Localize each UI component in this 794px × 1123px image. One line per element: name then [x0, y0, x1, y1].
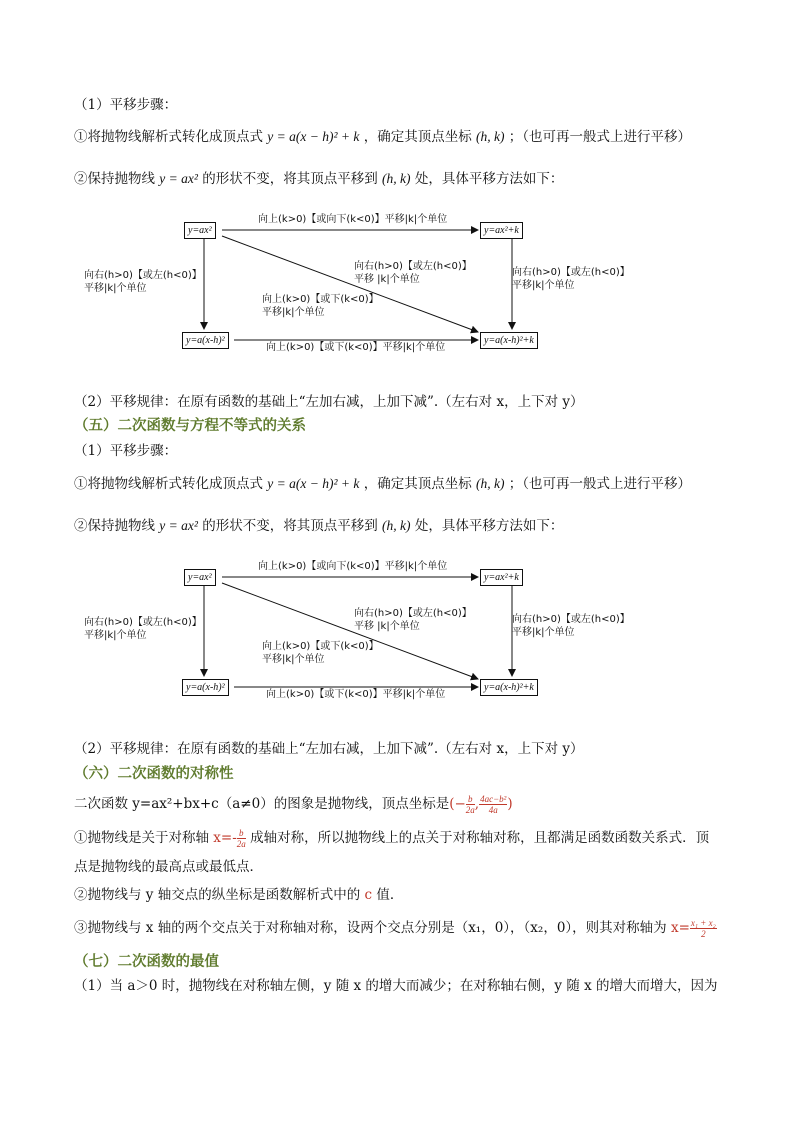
label-diagonal-1: 向右(h>0)【或左(h<0)】	[354, 608, 472, 619]
parabola-formula: y = ax²	[159, 518, 198, 533]
symmetry-point-2	[74, 886, 403, 904]
translation-diagram	[82, 210, 642, 370]
label-mid-2: 平移|k|个单位	[262, 654, 325, 665]
p2-text-b: 值．	[376, 887, 404, 903]
section-heading-6: （六）二次函数的对称性	[74, 766, 234, 782]
label-diagonal-1: 向右(h>0)【或左(h<0)】	[354, 261, 472, 272]
box-top-right: y=ax²+k	[480, 569, 523, 586]
step1-paragraph	[74, 475, 691, 493]
rule-line: （2）平移规律：在原有函数的基础上“左加右减，上加下减”.（左右对 x，上下对 y）	[74, 741, 584, 757]
vertex-form-formula: y = a(x − h)² + k	[267, 476, 360, 491]
vertex-y-numerator: 4ac−b²	[480, 794, 507, 804]
rule-line: （2）平移规律：在原有函数的基础上“左加右减，上加下减”.（左右对 x，上下对 y）	[74, 394, 584, 410]
vertex-intro-text: 二次函数 y=ax²+bx+c（a≠0）的图象是抛物线，顶点坐标是	[74, 796, 450, 812]
box-bottom-right: y=a(x-h)²+k	[480, 332, 538, 349]
step2-text-c: 处，具体平移方法如下：	[414, 171, 564, 187]
vertex-intro	[74, 794, 513, 815]
axis-denominator: 2a	[236, 839, 246, 849]
step1-paragraph	[74, 128, 691, 146]
label-left-1: 向右(h>0)【或左(h<0)】	[84, 617, 202, 628]
box-top-left: y=ax²	[184, 569, 216, 586]
vertex-coordinate: (h, k)	[476, 129, 505, 144]
label-left-2: 平移|k|个单位	[84, 630, 147, 641]
step1-text-b: ，确定其顶点坐标	[363, 129, 472, 145]
box-bottom-left: y=a(x-h)²	[182, 332, 229, 349]
p2-text-a: ②抛物线与 y 轴交点的纵坐标是函数解析式中的	[74, 887, 361, 903]
extremum-paragraph: （1）当 a＞0 时，抛物线在对称轴左侧，y 随 x 的增大而减少；在对称轴右侧，y 随 x 的增大而增大，因为	[74, 978, 718, 994]
p1-text-a: ①抛物线是关于对称轴	[74, 830, 209, 846]
label-bottom: 向上(k>0)【或下(k<0)】平移|k|个单位	[266, 689, 446, 700]
vertex-coordinate: (h, k)	[382, 171, 411, 186]
axis-x-text: x=-	[213, 830, 237, 846]
symmetry-point-1-cont: 点是抛物线的最高点或最低点．	[74, 859, 263, 875]
box-top-right: y=ax²+k	[480, 222, 523, 239]
box-top-left: y=ax²	[184, 222, 216, 239]
parabola-formula: y = ax²	[159, 171, 198, 186]
step1-text-a: ①将抛物线解析式转化成顶点式	[74, 476, 263, 492]
section-heading-7: （七）二次函数的最值	[74, 954, 219, 970]
arrow-diagonal	[222, 236, 478, 332]
vertex-formula: (− $\frac{b}{2a}$ , $\frac{\text{4ac−b²}}{4a}$ )	[449, 794, 513, 815]
step1-text-c: ；（也可再一般式上进行平移）	[508, 129, 692, 145]
label-diagonal-2: 平移 |k|个单位	[354, 621, 420, 632]
vertex-form-formula: y = a(x − h)² + k	[267, 129, 360, 144]
label-mid-1: 向上(k>0)【或下(k<0)】	[262, 641, 379, 652]
box-bottom-left: y=a(x-h)²	[182, 679, 229, 696]
label-left-2: 平移|k|个单位	[84, 283, 147, 294]
box-bottom-right: y=a(x-h)²+k	[480, 679, 538, 696]
step1-text-b: ，确定其顶点坐标	[363, 476, 472, 492]
step-title: （1）平移步骤：	[74, 443, 178, 459]
translation-diagram	[82, 557, 642, 717]
vertex-y-denominator: 4a	[488, 805, 498, 815]
label-bottom: 向上(k>0)【或下(k<0)】平移|k|个单位	[266, 342, 446, 353]
step2-text-a: ②保持抛物线	[74, 518, 155, 534]
p3-text-a: ③抛物线与 x 轴的两个交点关于对称轴对称，设两个交点分别是（x₁，0），（x₂，0），则其对称轴为	[74, 920, 667, 936]
label-right-2: 平移|k|个单位	[512, 280, 575, 291]
axis-numerator: b	[237, 828, 246, 839]
vertex-x-denominator: 2a	[465, 805, 475, 815]
step2-paragraph	[74, 517, 563, 535]
arrow-diagonal	[222, 583, 478, 679]
vertex-coordinate: (h, k)	[476, 476, 505, 491]
section-heading-5: （五）二次函数与方程不等式的关系	[74, 418, 306, 434]
step2-text-b: 的形状不变，将其顶点平移到	[202, 171, 378, 187]
vertex-coordinate: (h, k)	[382, 518, 411, 533]
axis-numerator-2: x₁ + x₂	[690, 918, 716, 928]
step2-text-c: 处，具体平移方法如下：	[414, 518, 564, 534]
label-right-2: 平移|k|个单位	[512, 627, 575, 638]
symmetry-point-3	[74, 918, 717, 939]
label-mid-1: 向上(k>0)【或下(k<0)】	[262, 294, 379, 305]
c-value: c	[364, 887, 373, 903]
step2-text-a: ②保持抛物线	[74, 171, 155, 187]
label-right-1: 向右(h>0)【或左(h<0)】	[512, 267, 630, 278]
step-title: （1）平移步骤：	[74, 97, 178, 113]
label-mid-2: 平移|k|个单位	[262, 307, 325, 318]
label-left-1: 向右(h>0)【或左(h<0)】	[84, 270, 202, 281]
step1-text-a: ①将抛物线解析式转化成顶点式	[74, 129, 263, 145]
step1-text-c: ；（也可再一般式上进行平移）	[508, 476, 692, 492]
label-top: 向上(k>0)【或向下(k<0)】平移|k|个单位	[258, 561, 448, 572]
axis-x-text-2: x=	[670, 920, 690, 936]
axis-formula	[213, 828, 246, 849]
p1-text-b: 成轴对称，所以抛物线上的点关于对称轴对称，且都满足函数函数关系式．顶	[250, 830, 710, 846]
label-diagonal-2: 平移 |k|个单位	[354, 274, 420, 285]
vertex-x-numerator: b	[466, 794, 475, 805]
axis-formula-2	[670, 918, 717, 939]
label-top: 向上(k>0)【或向下(k<0)】平移|k|个单位	[258, 214, 448, 225]
label-right-1: 向右(h>0)【或左(h<0)】	[512, 614, 630, 625]
symmetry-point-1	[74, 828, 709, 849]
axis-denominator-2: 2	[701, 929, 706, 939]
step2-paragraph	[74, 170, 563, 188]
step2-text-b: 的形状不变，将其顶点平移到	[202, 518, 378, 534]
